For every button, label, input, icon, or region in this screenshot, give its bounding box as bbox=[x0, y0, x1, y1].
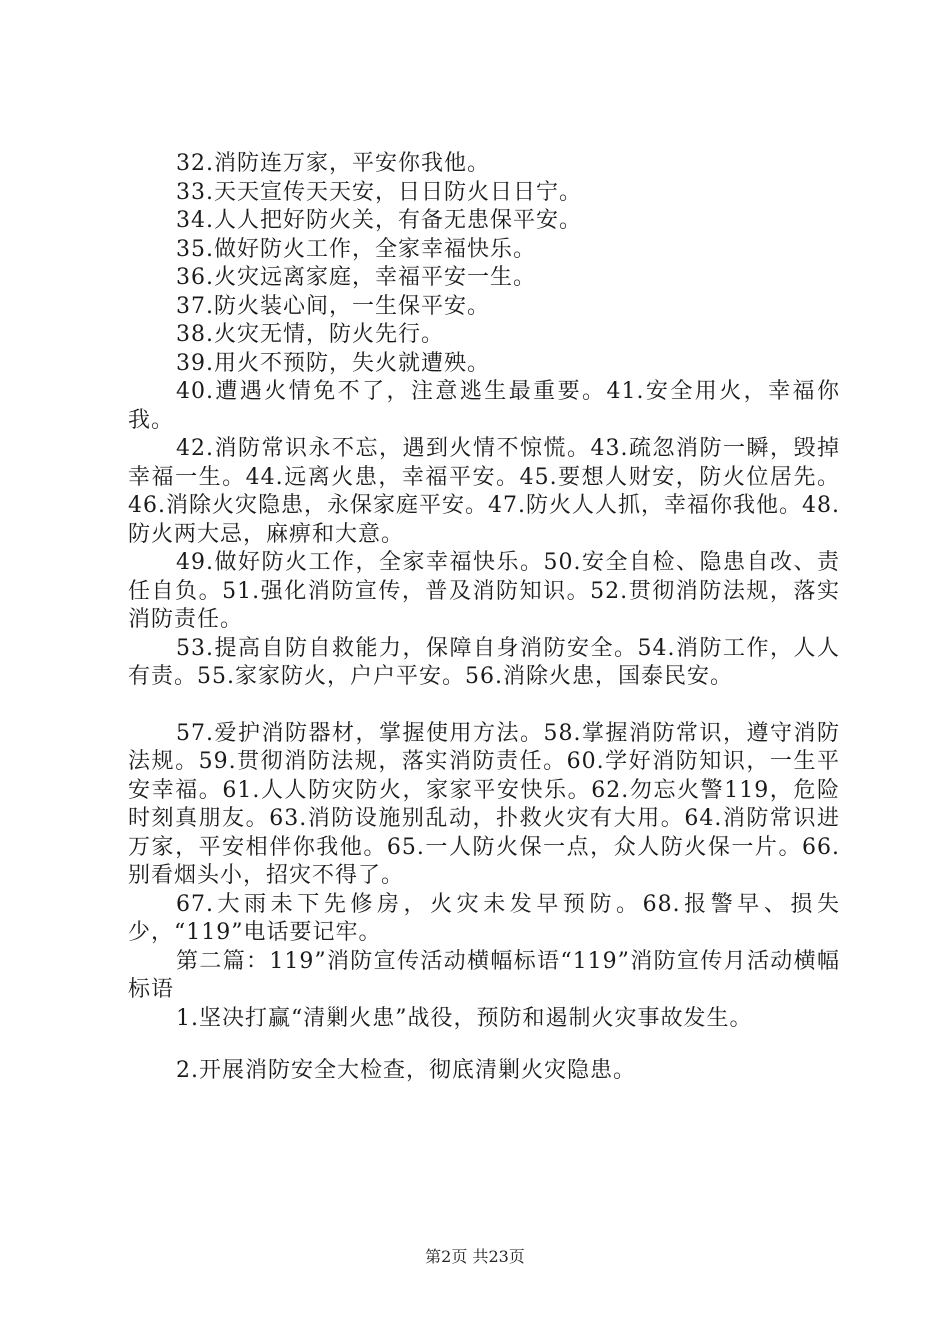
slogan-line-34: 34.人人把好防火关，有备无患保平安。 bbox=[176, 208, 582, 233]
paragraph-gap bbox=[128, 1033, 840, 1057]
paragraph-53-56: 53.提高自防自救能力，保障自身消防安全。54.消防工作，人人有责。55.家家防火，户户平安。56.消除火患，国泰民安。 bbox=[128, 635, 840, 689]
paragraph-40-41: 40.遭遇火情免不了，注意逃生最重要。41.安全用火，幸福你我。 bbox=[128, 379, 840, 433]
paragraph-57-66: 57.爱护消防器材，掌握使用方法。58.掌握消防常识，遵守消防法规。59.贯彻消防法规，落实消防责任。60.学好消防知识，一生平安幸福。61.人人防灾防火，家家平安快乐。62.勿忘火警119，危险时刻真朋友。63.消防设施别乱动，扑救火灾有大用。64.消防常识进万家，平安相伴你我他。65.一人防火保一点，众人防火保一片。66.别看烟头小，招灾不得了。 bbox=[128, 720, 840, 888]
banner-slogan-2: 2.开展消防安全大检查，彻底清剿火灾隐患。 bbox=[176, 1058, 636, 1083]
slogan-line-36: 36.火灾远离家庭，幸福平安一生。 bbox=[176, 265, 536, 290]
page-footer: 第2页 共23页 bbox=[425, 1247, 525, 1266]
paragraph-gap bbox=[128, 692, 840, 720]
banner-slogan-1: 1.坚决打赢“清剿火患”战役，预防和遏制火灾事故发生。 bbox=[176, 1005, 753, 1031]
paragraph-49-52: 49.做好防火工作，全家幸福快乐。50.安全自检、隐患自改、责任自负。51.强化消防宣传，普及消防知识。52.贯彻消防法规，落实消防责任。 bbox=[128, 550, 840, 632]
slogan-line-38: 38.火灾无情，防火先行。 bbox=[176, 322, 444, 347]
slogan-line-32: 32.消防连万家，平安你我他。 bbox=[176, 151, 490, 176]
paragraph-42-48: 42.消防常识永不忘，遇到火情不惊慌。43.疏忽消防一瞬，毁掉幸福一生。44.远离火患，幸福平安。45.要想人财安，防火位居先。46.消除火灾隐患，永保家庭平安。47.防火人人抓，幸福你我他。48.防火两大忌，麻痹和大意。 bbox=[128, 436, 840, 547]
slogan-line-37: 37.防火装心间，一生保平安。 bbox=[176, 293, 490, 319]
slogan-line-35: 35.做好防火工作，全家幸福快乐。 bbox=[176, 236, 536, 262]
section-heading: 第二篇：119”消防宣传活动横幅标语“119”消防宣传月活动横幅标语 bbox=[128, 948, 840, 1002]
slogan-line-33: 33.天天宣传天天安，日日防火日日宁。 bbox=[176, 179, 582, 205]
document-body bbox=[128, 150, 840, 1086]
slogan-line-39: 39.用火不预防，失火就遭殃。 bbox=[176, 350, 490, 376]
paragraph-67-68: 67.大雨未下先修房，火灾未发早预防。68.报警早、损失少，“119”电话要记牢。 bbox=[128, 891, 840, 945]
